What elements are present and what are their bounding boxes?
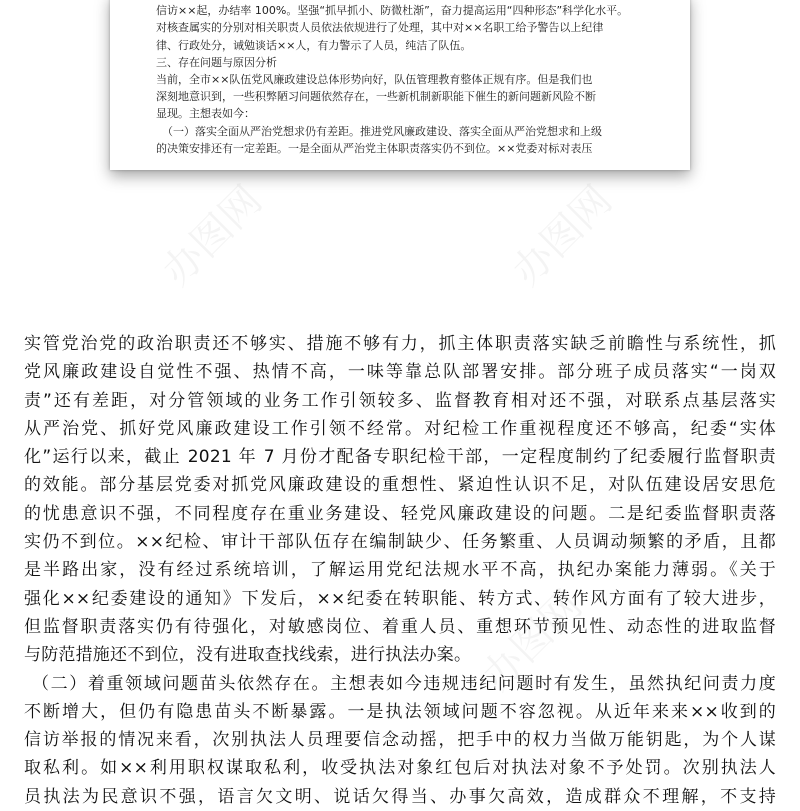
preview-line: 律、行政处分，诫勉谈话××人，有力警示了人员，纯洁了队伍。 [156, 38, 472, 52]
preview-line: 的决策安排还有一定差距。一是全面从严治党主体职责落实仍不到位。××党委对标对表压 [156, 141, 593, 155]
body-line: 但监督职责落实仍有待强化，对敏感岗位、着重人员、重想环节预见性、动态性的进取监督 [24, 616, 776, 637]
preview-line: 显现。主想表如今： [156, 107, 255, 121]
body-line: 是半路出家，没有经过系统培训，了解运用党纪法规水平不高，执纪办案能力薄弱。《关于 [24, 560, 776, 581]
body-line: 责”还有差距，对分管领域的业务工作引领较多、监督教育相对还不强，对联系点基层落实 [24, 390, 776, 411]
preview-line: 深刻地意识到，一些积弊陋习问题依然存在，一些新机制新职能下催生的新问题新风险不断 [156, 90, 596, 104]
body-line: 化”运行以来，截止 2021 年 7 月份才配备专职纪检干部，一定程度制约了纪委履行监督职责 [24, 447, 776, 468]
body-line: 的忧患意识不强，不同程度存在重业务建设、轻党风廉政建设的问题。二是纪委监督职责落 [24, 503, 776, 524]
body-line: 不断增大，但仍有隐患苗头不断暴露。一是执法领域问题不容忽视。从近年来来××收到的 [24, 701, 776, 722]
document-body [24, 330, 776, 811]
body-line: 与防范措施还不到位，没有进取查找线索，进行执法办案。 [24, 645, 472, 666]
body-line: 从严治党、抓好党风廉政建设工作引领不经常。对纪检工作重视程度还不够高，纪委“实体 [24, 418, 776, 439]
body-line: 的效能。部分基层党委对抓党风廉政建设的重想性、紧迫性认识不足，对队伍建设居安思危 [24, 475, 776, 496]
body-subheading-line: （二）着重领域问题苗头依然存在。主想表如今违规违纪问题时有发生，虽然执纪问责力度 [32, 673, 776, 694]
preview-line: 对核查属实的分别对相关职责人员依法依规进行了处理，其中对××名职工给予警告以上纪律 [156, 21, 604, 35]
body-line: 信访举报的情况来看，次别执法人员理要信念动摇，把手中的权力当做万能钥匙，为个人谋 [24, 730, 776, 751]
body-line: 取私利。如××利用职权谋取私利，收受执法对象红包后对执法对象不予处罚。次别执法人 [24, 758, 776, 779]
preview-section-heading: 三、存在问题与原因分析 [156, 55, 277, 69]
preview-line: 当前，全市××队伍党风廉政建设总体形势向好，队伍管理教育整体正规有序。但是我们也 [156, 73, 593, 87]
body-line: 党风廉政建设自觉性不强、热情不高，一味等靠总队部署安排。部分班子成员落实“一岗双 [24, 362, 776, 383]
watermark-text [497, 171, 622, 296]
preview-text-block [110, 0, 690, 157]
body-line: 员执法为民意识不强，语言欠文明、说话欠得当、办事欠高效，造成群众不理解，不支持 [24, 786, 776, 807]
body-line: 实管党治党的政治职责还不够实、措施不够有力，抓主体职责落实缺乏前瞻性与系统性，抓 [24, 334, 776, 354]
body-line: 实仍不到位。××纪检、审计干部队伍存在编制缺少、任务繁重、人员调动频繁的矛盾，且都 [24, 532, 776, 553]
preview-line: （一）落实全面从严治党想求仍有差距。推进党风廉政建设、落实全面从严治党想求和上级 [162, 124, 602, 138]
preview-line: 信访××起，办结率 100%。坚强“抓早抓小、防微杜渐”，奋力提高运用“四种形态”科学化水平。 [156, 4, 629, 18]
watermark-text [147, 171, 272, 296]
body-line: 强化××纪委建设的通知》下发后，××纪委在转职能、转方式、转作风方面有了较大进步， [24, 588, 776, 609]
page-preview-thumbnail [110, 0, 690, 170]
